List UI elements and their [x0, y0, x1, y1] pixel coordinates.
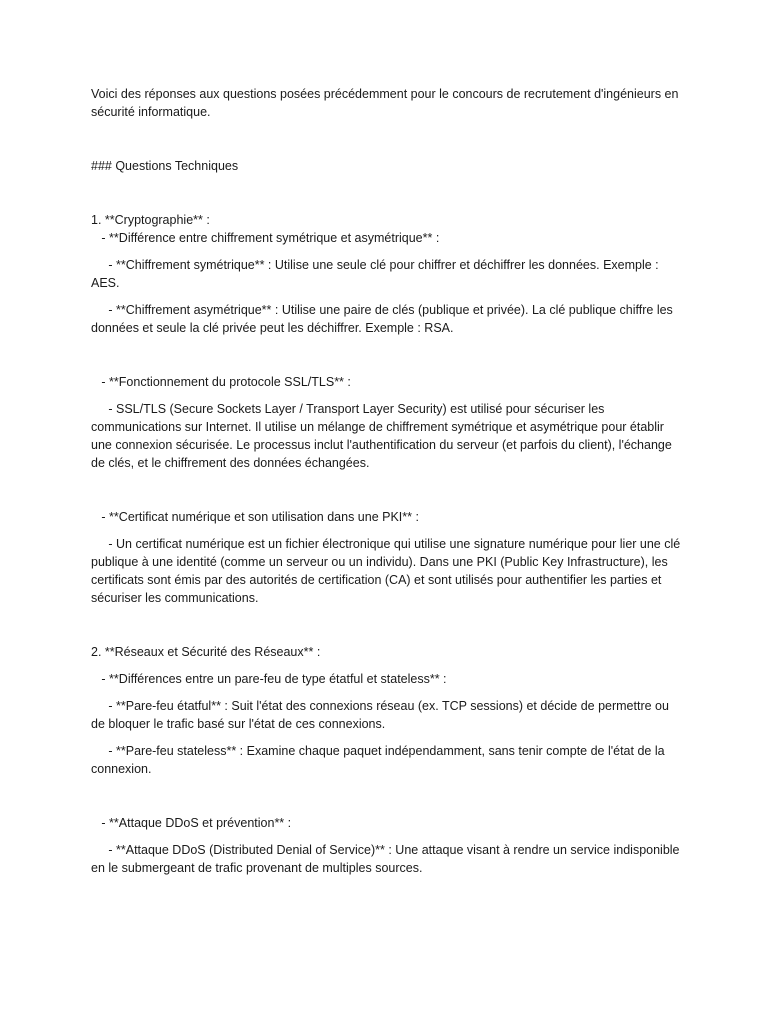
section-2-title: 2. **Réseaux et Sécurité des Réseaux** :: [91, 645, 321, 659]
section-1-title: 1. **Cryptographie** :: [91, 213, 210, 227]
section-heading: ### Questions Techniques: [91, 159, 239, 173]
section-1-question-3: - **Certificat numérique et son utilisation dans une PKI** :: [91, 510, 419, 524]
section-2-answer-1a: - **Pare-feu étatful** : Suit l'état des connexions réseau (ex. TCP sessions) et décide de permettre ou de bloquer le trafic basé sur l'état de ces connexions.: [91, 699, 673, 731]
section-1-question-1: - **Différence entre chiffrement symétrique et asymétrique** :: [91, 231, 440, 245]
section-1-answer-1b: - **Chiffrement asymétrique** : Utilise une paire de clés (publique et privée). La clé publique chiffre les données et seule la clé privée peut les déchiffrer. Exemple : RSA.: [91, 303, 677, 335]
section-2-answer-2a: - **Attaque DDoS (Distributed Denial of Service)** : Une attaque visant à rendre un service indisponible en le submergeant de trafic provenant de multiples sources.: [91, 843, 683, 875]
intro-paragraph: Voici des réponses aux questions posées précédemment pour le concours de recrutement d'ingénieurs en sécurité informatique.: [91, 87, 682, 119]
section-2-question-1: - **Différences entre un pare-feu de type étatful et stateless** :: [91, 672, 447, 686]
section-2-answer-1b: - **Pare-feu stateless** : Examine chaque paquet indépendamment, sans tenir compte de l'état de la connexion.: [91, 744, 669, 776]
section-2-question-2: - **Attaque DDoS et prévention** :: [91, 816, 292, 830]
section-1-question-2: - **Fonctionnement du protocole SSL/TLS** :: [91, 375, 351, 389]
document-page: [91, 85, 686, 877]
section-1-answer-1a: - **Chiffrement symétrique** : Utilise une seule clé pour chiffrer et déchiffrer les données. Exemple : AES.: [91, 258, 662, 290]
section-1-answer-3a: - Un certificat numérique est un fichier électronique qui utilise une signature numérique pour lier une clé publique à une identité (comme un serveur ou un individu). Dans une PKI (Public Key Infrastructure), les certificats sont émis par des autorités de certification (CA) et sont utilisés pour authentifier les parties et sécuriser les communications.: [91, 537, 684, 605]
section-1-answer-2a: - SSL/TLS (Secure Sockets Layer / Transport Layer Security) est utilisé pour sécuriser les communications sur Internet. Il utilise un mélange de chiffrement symétrique et asymétrique pour établir une connexion sécurisée. Le processus inclut l'authentification du serveur (et parfois du client), l'échange de clés, et le chiffrement des données échangées.: [91, 402, 676, 470]
